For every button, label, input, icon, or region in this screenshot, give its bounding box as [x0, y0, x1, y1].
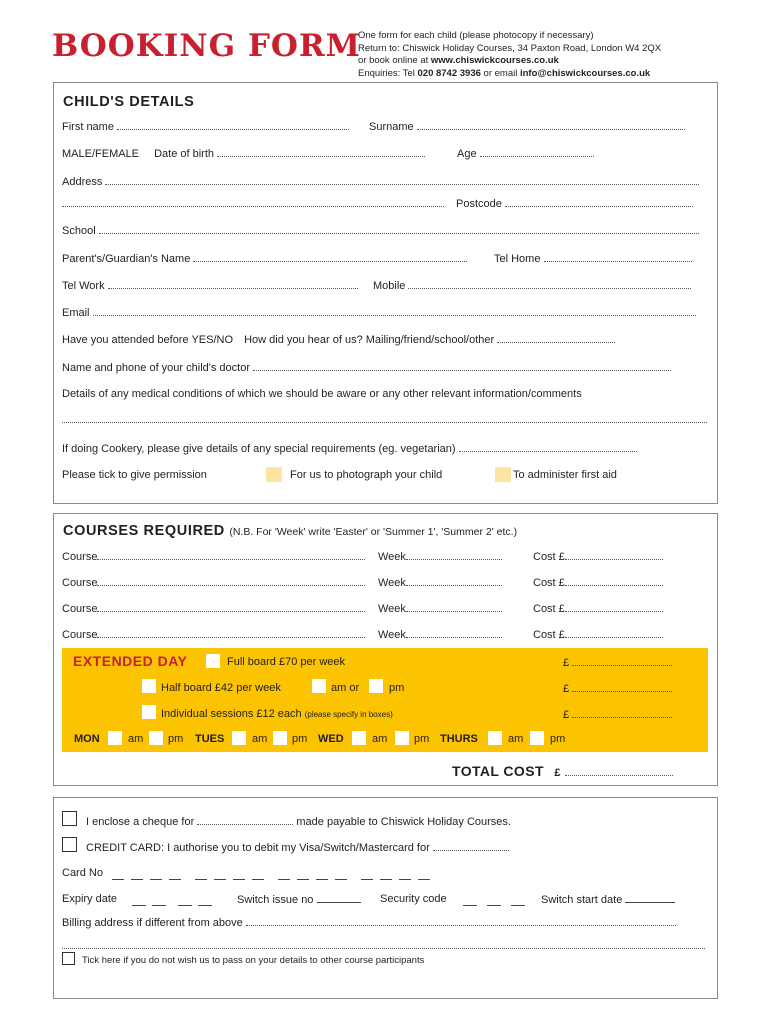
tues-am-checkbox[interactable] — [232, 731, 246, 750]
header-line-1: One form for each child (please photocopy if necessary) — [358, 30, 594, 41]
course-row — [62, 576, 365, 589]
mon-pm-checkbox[interactable] — [149, 731, 163, 750]
course-field[interactable] — [97, 628, 365, 638]
gender-dob-row — [62, 147, 425, 160]
medical-line — [62, 413, 707, 426]
cheque-row — [86, 815, 511, 828]
total-cost-pound: £ — [554, 767, 561, 779]
day-wed: WED — [318, 733, 344, 745]
billing-line-2 — [62, 939, 705, 952]
tues-am-label: am — [252, 733, 268, 745]
billing-row — [62, 916, 676, 929]
tues-pm-checkbox[interactable] — [273, 731, 287, 750]
tel-home-label: Tel Home — [494, 253, 541, 265]
individual-sessions-pound: £ — [563, 709, 570, 721]
courses-heading — [63, 522, 517, 540]
total-cost-label: TOTAL COST — [452, 763, 544, 779]
day-thurs: THURS — [440, 733, 478, 745]
half-board-cost-field[interactable] — [572, 682, 672, 692]
mobile-field[interactable] — [408, 279, 691, 289]
switch-issue-label: Switch issue no — [237, 894, 314, 906]
course-row — [62, 628, 365, 641]
childs-details-title: CHILD'S DETAILS — [63, 94, 195, 110]
card-no-row — [62, 867, 103, 879]
postcode-field[interactable] — [505, 197, 693, 207]
mon-am-label: am — [128, 733, 144, 745]
day-tues: TUES — [195, 733, 225, 745]
header-info — [358, 30, 661, 80]
half-board-checkbox[interactable] — [142, 679, 156, 698]
individual-sessions-cost-field[interactable] — [572, 708, 672, 718]
individual-sessions-row — [161, 708, 393, 720]
doctor-row — [62, 361, 671, 374]
half-board-pm-checkbox[interactable] — [369, 679, 383, 698]
first-aid-checkbox[interactable] — [495, 467, 511, 487]
school-row — [62, 224, 699, 237]
doctor-label: Name and phone of your child's doctor — [62, 362, 250, 374]
wed-am-label: am — [372, 733, 388, 745]
address-line-2 — [62, 197, 444, 210]
age-label: Age — [457, 148, 477, 160]
school-field[interactable] — [99, 224, 699, 234]
course-label: Course — [62, 629, 98, 641]
optout-checkbox[interactable] — [62, 952, 75, 970]
full-board-checkbox[interactable] — [206, 654, 220, 673]
enquiries-email[interactable]: info@chiswickcourses.co.uk — [519, 67, 651, 79]
tel-work-row — [62, 279, 358, 292]
attended-row — [62, 333, 615, 346]
cost-field[interactable] — [565, 628, 663, 638]
email-label: Email — [62, 307, 90, 319]
credit-card-checkbox[interactable] — [62, 837, 77, 857]
full-board-label: Full board £70 per week — [227, 656, 346, 668]
age-field[interactable] — [480, 147, 594, 157]
guardian-field[interactable] — [193, 252, 467, 262]
switch-start-row — [541, 893, 675, 906]
security-code-field[interactable] — [463, 893, 525, 911]
course-label: Course — [62, 603, 98, 615]
cost-field[interactable] — [565, 602, 663, 612]
wed-am-checkbox[interactable] — [352, 731, 366, 750]
half-board-label: Half board £42 per week — [161, 682, 281, 694]
week-row — [378, 602, 502, 615]
courses-title: COURSES REQUIRED — [63, 523, 225, 539]
header-line-3 — [358, 55, 661, 68]
week-field[interactable] — [406, 628, 502, 638]
mobile-label: Mobile — [373, 280, 406, 292]
medical-label: Details of any medical conditions of which we should be aware or any other relevant information/comments — [62, 388, 582, 400]
individual-sessions-label: Individual sessions £12 each — [161, 708, 302, 720]
header-line-3-prefix: or book online at — [358, 55, 431, 66]
thurs-am-checkbox[interactable] — [488, 731, 502, 750]
first-name-label: First name — [62, 121, 114, 133]
switch-issue-field[interactable] — [317, 893, 361, 903]
cost-label: Cost £ — [533, 577, 565, 589]
surname-row — [369, 120, 685, 133]
doctor-field[interactable] — [253, 361, 671, 371]
postcode-label: Postcode — [456, 198, 502, 210]
postcode-row — [456, 197, 693, 210]
course-field[interactable] — [97, 550, 365, 560]
half-board-am-checkbox[interactable] — [312, 679, 326, 698]
childs-details-section — [53, 82, 718, 504]
guardian-row — [62, 252, 467, 265]
mon-am-checkbox[interactable] — [108, 731, 122, 750]
dob-field[interactable] — [217, 147, 425, 157]
thurs-pm-label: pm — [550, 733, 566, 745]
switch-start-label: Switch start date — [541, 894, 623, 906]
extended-day-title: EXTENDED DAY — [73, 653, 188, 669]
full-board-cost — [563, 656, 672, 669]
cheque-checkbox[interactable] — [62, 811, 77, 831]
address-row — [62, 175, 699, 188]
half-board-am-or-label: am or — [331, 682, 360, 694]
full-board-cost-field[interactable] — [572, 656, 672, 666]
cost-label: Cost £ — [533, 603, 565, 615]
security-code-row — [380, 893, 447, 905]
cookery-row — [62, 442, 637, 455]
thurs-am-label: am — [508, 733, 524, 745]
billing-field-2[interactable] — [62, 939, 705, 949]
email-field[interactable] — [93, 306, 696, 316]
full-board-pound: £ — [563, 657, 570, 669]
header-line-4 — [358, 68, 661, 81]
week-label: Week — [378, 577, 406, 589]
wed-pm-checkbox[interactable] — [395, 731, 409, 750]
security-code-label: Security code — [380, 893, 447, 905]
week-field[interactable] — [406, 550, 502, 560]
credit-card-amount-field[interactable] — [433, 841, 509, 851]
card-no-field[interactable] — [112, 867, 444, 885]
heard-field[interactable] — [497, 333, 615, 343]
week-field[interactable] — [406, 602, 502, 612]
cheque-label: I enclose a cheque for — [86, 816, 195, 828]
individual-sessions-cost — [563, 708, 672, 721]
address-field[interactable] — [105, 175, 699, 185]
half-board-cost — [563, 682, 672, 695]
enquiries-tel: 020 8742 3936 — [417, 67, 481, 79]
cookery-field[interactable] — [459, 442, 637, 452]
tel-home-row — [494, 252, 692, 265]
individual-sessions-note: (please specify in boxes) — [304, 710, 393, 719]
half-board-pound: £ — [563, 683, 570, 695]
week-row — [378, 576, 502, 589]
cost-field[interactable] — [565, 550, 663, 560]
course-field[interactable] — [97, 576, 365, 586]
tel-work-field[interactable] — [108, 279, 358, 289]
guardian-label: Parent's/Guardian's Name — [62, 253, 191, 265]
individual-sessions-checkbox[interactable] — [142, 705, 156, 724]
billing-label: Billing address if different from above — [62, 917, 243, 929]
mon-pm-label: pm — [168, 733, 184, 745]
cost-row — [533, 628, 663, 641]
first-aid-label: To administer first aid — [513, 469, 617, 481]
switch-issue-row — [237, 893, 361, 906]
half-board-pm-label: pm — [389, 682, 405, 694]
gender-label[interactable]: MALE/FEMALE — [62, 148, 140, 160]
surname-label: Surname — [369, 121, 414, 133]
photo-permission-checkbox[interactable] — [266, 467, 282, 487]
week-row — [378, 550, 502, 563]
first-name-field[interactable] — [117, 120, 349, 130]
tues-pm-label: pm — [292, 733, 308, 745]
photo-permission-label: For us to photograph your child — [290, 469, 443, 481]
week-label: Week — [378, 551, 406, 563]
email-row — [62, 306, 696, 319]
cost-row — [533, 602, 663, 615]
day-mon: MON — [74, 733, 100, 745]
optout-label: Tick here if you do not wish us to pass on your details to other course participants — [82, 955, 425, 966]
cheque-amount-field[interactable] — [197, 815, 293, 825]
address-label: Address — [62, 176, 103, 188]
tel-home-field[interactable] — [544, 252, 692, 262]
week-label: Week — [378, 629, 406, 641]
age-row — [457, 147, 594, 160]
course-row — [62, 550, 365, 563]
billing-field[interactable] — [246, 916, 676, 926]
address-field-2[interactable] — [62, 197, 444, 207]
course-row — [62, 602, 365, 615]
courses-note: (N.B. For 'Week' write 'Easter' or 'Summer 1', 'Summer 2' etc.) — [229, 526, 518, 538]
cost-label: Cost £ — [533, 551, 565, 563]
course-field[interactable] — [97, 602, 365, 612]
heard-label[interactable]: How did you hear of us? Mailing/friend/school/other — [244, 334, 495, 346]
total-cost-row — [452, 763, 673, 781]
wed-pm-label: pm — [414, 733, 430, 745]
expiry-field[interactable] — [132, 893, 212, 911]
enquiries-or-email: or email — [480, 67, 520, 79]
permission-label: Please tick to give permission — [62, 469, 207, 481]
expiry-label: Expiry date — [62, 893, 118, 905]
course-label: Course — [62, 577, 98, 589]
website-link[interactable]: www.chiswickcourses.co.uk — [430, 55, 559, 66]
credit-card-label: CREDIT CARD: I authorise you to debit my Visa/Switch/Mastercard for — [86, 842, 430, 854]
attended-label[interactable]: Have you attended before YES/NO — [62, 334, 234, 346]
enquiries-label: Enquiries: Tel — [358, 67, 418, 79]
medical-field[interactable] — [62, 413, 707, 423]
week-label: Week — [378, 603, 406, 615]
cost-label: Cost £ — [533, 629, 565, 641]
cost-row — [533, 576, 663, 589]
header-line-2: Return to: Chiswick Holiday Courses, 34 Paxton Road, London W4 2QX — [358, 42, 662, 54]
expiry-row — [62, 893, 117, 905]
tel-work-label: Tel Work — [62, 280, 105, 292]
cookery-label: If doing Cookery, please give details of any special requirements (eg. vegetarian) — [62, 443, 456, 455]
switch-start-field[interactable] — [625, 893, 675, 903]
school-label: School — [62, 225, 96, 237]
form-title: BOOKING FORM — [52, 28, 361, 64]
mobile-row — [373, 279, 691, 292]
surname-field[interactable] — [417, 120, 685, 130]
credit-card-row — [86, 841, 509, 854]
dob-label: Date of birth — [154, 148, 215, 160]
course-label: Course — [62, 551, 98, 563]
cost-row — [533, 550, 663, 563]
week-field[interactable] — [406, 576, 502, 586]
cost-field[interactable] — [565, 576, 663, 586]
cheque-payable-label: made payable to Chiswick Holiday Courses. — [296, 816, 511, 828]
card-no-label: Card No — [62, 867, 103, 879]
first-name-row — [62, 120, 349, 133]
week-row — [378, 628, 502, 641]
thurs-pm-checkbox[interactable] — [530, 731, 544, 750]
total-cost-field[interactable] — [565, 766, 673, 776]
